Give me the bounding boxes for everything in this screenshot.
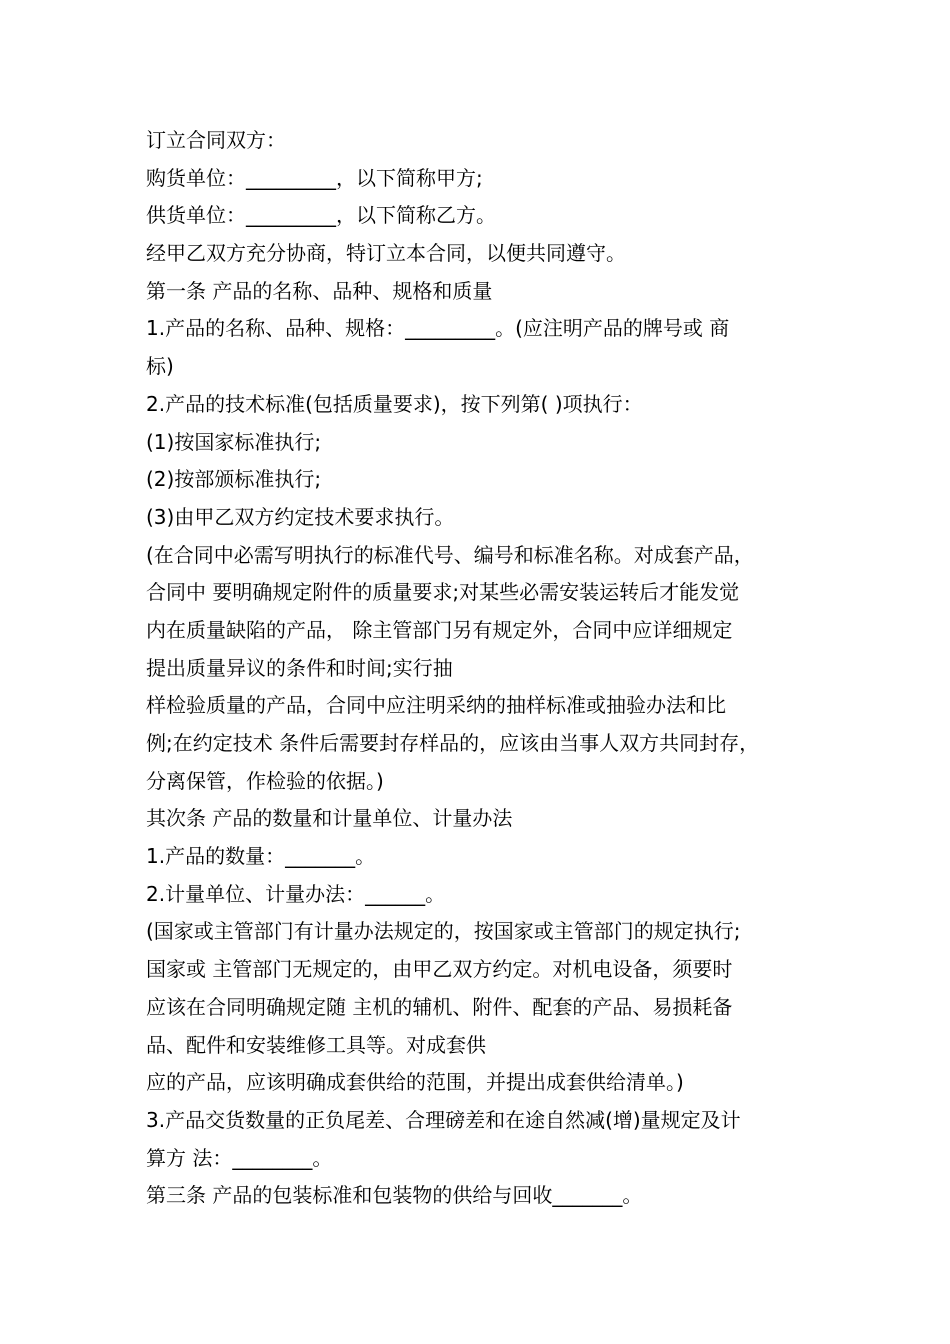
text-line: 提出质量异议的条件和时间;实行抽 — [146, 655, 453, 680]
text-line: (1)按国家标准执行; — [146, 429, 322, 454]
text-line: 应的产品，应该明确成套供给的范围，并提出成套供给清单。) — [146, 1070, 684, 1095]
text-line: 订立合同双方： — [146, 128, 286, 152]
text-line: 1.产品的数量：_______。 — [146, 844, 376, 869]
text-line: 2.计量单位、计量办法：______。 — [146, 881, 446, 906]
text-line: 应该在合同明确规定随 主机的辅机、附件、配套的产品、易损耗备 — [146, 994, 733, 1019]
text-line: 算方 法：________。 — [146, 1145, 333, 1170]
text-line: (在合同中必需写明执行的标准代号、编号和标准名称。对成套产品， — [146, 542, 754, 567]
text-line: 分离保管，作检验的依据。) — [146, 768, 384, 793]
text-line: 购货单位：_________，以下简称甲方; — [146, 165, 483, 190]
text-line: (3)由甲乙双方约定技术要求执行。 — [146, 504, 455, 529]
text-line: 2.产品的技术标准(包括质量要求)，按下列第( )项执行： — [146, 391, 643, 416]
section-heading: 其次条 产品的数量和计量单位、计量办法 — [146, 806, 513, 831]
text-line: 供货单位：_________，以下简称乙方。 — [146, 203, 496, 228]
text-line: 样检验质量的产品，合同中应注明采纳的抽样标准或抽验办法和比 — [146, 693, 726, 718]
text-line: 3.产品交货数量的正负尾差、合理磅差和在途自然减(增)量规定及计 — [146, 1107, 741, 1132]
text-line: 合同中 要明确规定附件的质量要求;对某些必需安装运转后才能发觉 — [146, 580, 740, 605]
text-line: 例;在约定技术 条件后需要封存样品的，应该由当事人双方共同封存， — [146, 731, 760, 755]
text-line: (国家或主管部门有计量办法规定的，按国家或主管部门的规定执行; — [146, 919, 741, 944]
text-line: 经甲乙双方充分协商，特订立本合同，以便共同遵守。 — [146, 241, 626, 266]
text-line: 品、配件和安装维修工具等。对成套供 — [146, 1032, 486, 1057]
text-line: 1.产品的名称、品种、规格：_________。(应注明产品的牌号或 商 — [146, 316, 730, 341]
text-line: (2)按部颁标准执行; — [146, 467, 322, 492]
text-line: 内在质量缺陷的产品， 除主管部门另有规定外，合同中应详细规定 — [146, 617, 733, 642]
contract-text — [146, 122, 816, 1215]
text-line: 国家或 主管部门无规定的，由甲乙双方约定。对机电设备，须要时 — [146, 957, 733, 982]
text-line: 标) — [146, 354, 174, 379]
section-heading: 第一条 产品的名称、品种、规格和质量 — [146, 278, 493, 303]
section-heading: 第三条 产品的包装标准和包装物的供给与回收_______。 — [146, 1183, 643, 1208]
